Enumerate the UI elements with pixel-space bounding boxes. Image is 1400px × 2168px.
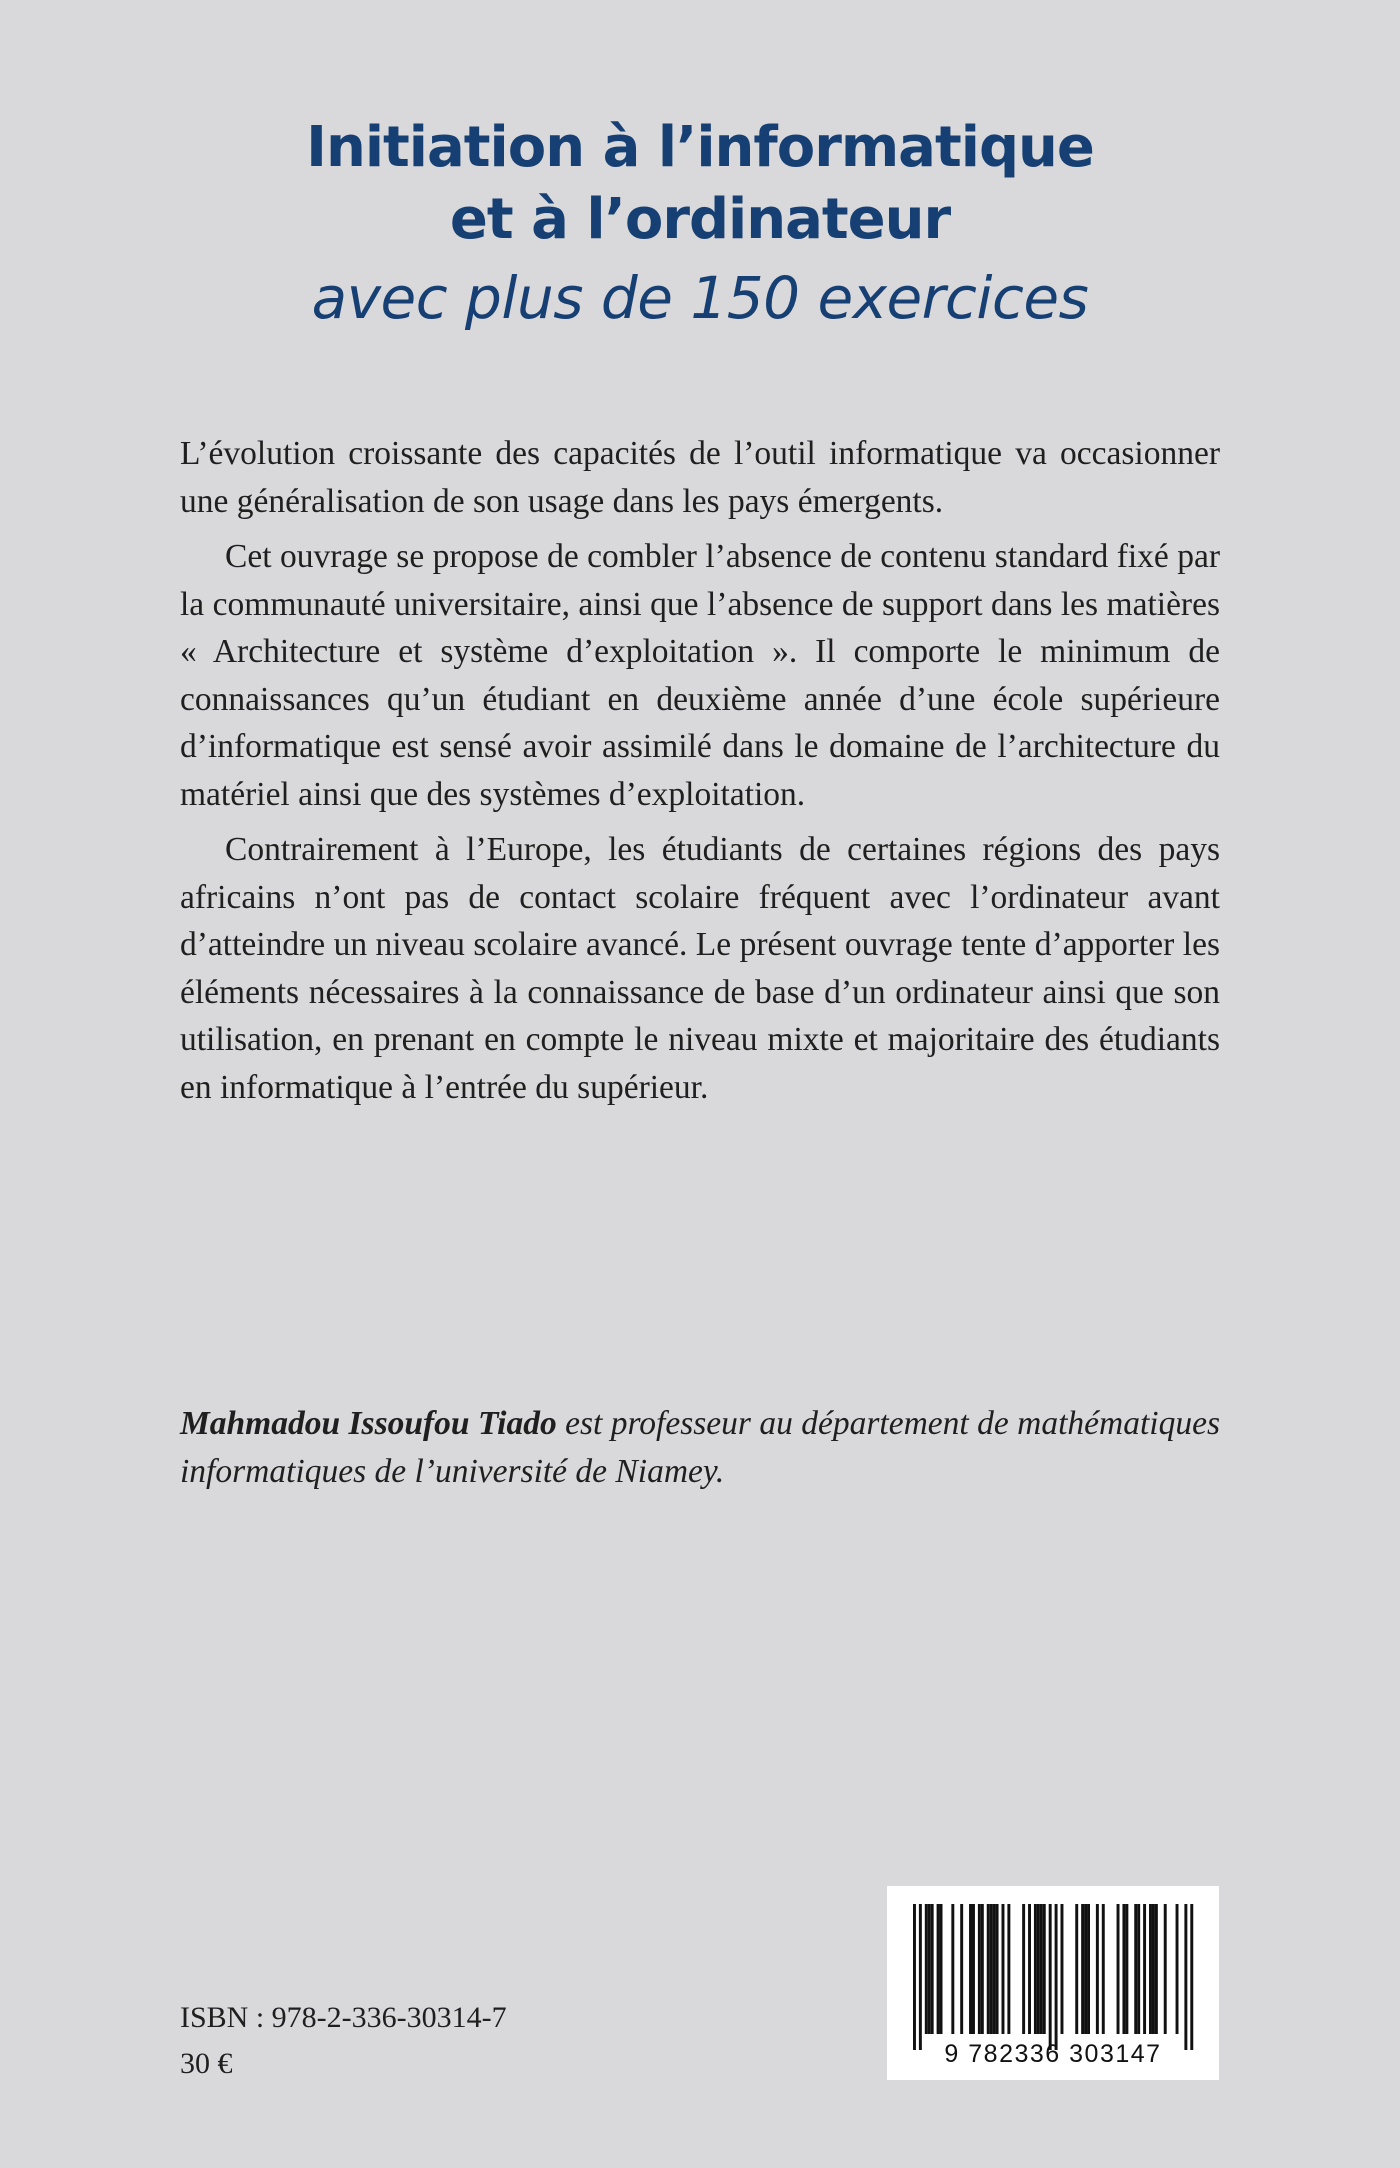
barcode-bar (1096, 1904, 1099, 2034)
barcode-bar (1102, 1904, 1105, 2034)
barcode-bar (1081, 1904, 1084, 2034)
barcode-bar (1155, 1904, 1158, 2034)
price: 30 € (180, 2047, 233, 2080)
barcode-bar (1137, 1904, 1140, 2034)
barcode-bar (1034, 1904, 1037, 2034)
barcode-bar (1049, 1904, 1052, 2050)
barcode-bar (1040, 1904, 1043, 2034)
barcode-bar (1184, 1904, 1187, 2050)
barcode-bar (978, 1904, 981, 2034)
barcode-bar (972, 1904, 975, 2034)
barcode-bar (1061, 1904, 1064, 2034)
barcode-bar (925, 1904, 928, 2034)
barcode-bar (1007, 1904, 1010, 2034)
title-block (180, 112, 1220, 338)
barcode (887, 1886, 1219, 2080)
author-note (180, 1400, 1220, 1495)
barcode-bar (1055, 1904, 1058, 2050)
description-paragraph-3: Contrairement à l’Europe, les étudiants de certaines régions des pays africains n’ont pas de contact scolaire fréquent avec l’ordinateur avant d’atteindre un niveau scolaire avancé. Le présent ouvrage tente d’apporter les éléments nécessaires à la connaissance de base d’un ordinateur ainsi que son utilisation, en prenant en compte le niveau mixte et majoritaire des étudiants en informatique à l’entrée du supérieur. (180, 831, 1220, 1106)
barcode-bar (1117, 1904, 1120, 2034)
description-paragraph-2: Cet ouvrage se propose de combler l’absence de contenu standard fixé par la communauté universitaire, ainsi que l’absence de support dans les matières « Architecture et système d’exploitation ». Il comporte le minimum de connaissances qu’un étudiant en deuxième année d’une école supérieure d’informatique est sensé avoir assimilé dans le domaine de l’architecture du matériel ainsi que des systèmes d’exploitation. (180, 538, 1220, 813)
barcode-bar (940, 1904, 943, 2034)
barcode-bar (996, 1904, 999, 2034)
barcode-bar (981, 1904, 984, 2034)
barcode-bar (1125, 1904, 1128, 2034)
barcode-bar (1002, 1904, 1005, 2034)
title-line-1: Initiation à l’informatique (306, 115, 1094, 180)
barcode-bar (1152, 1904, 1155, 2034)
description-paragraph-1: L’évolution croissante des capacités de l’outil informatique va occasionner une généralisation de son usage dans les pays émergents. (180, 435, 1220, 520)
barcode-bar (1022, 1904, 1025, 2034)
isbn-block (180, 1995, 507, 2087)
barcode-bar (1028, 1904, 1031, 2034)
barcode-bar (1176, 1904, 1179, 2034)
barcode-bar (931, 1904, 934, 2034)
barcode-bar (1164, 1904, 1167, 2034)
barcode-bar (960, 1904, 963, 2034)
isbn-number: ISBN : 978-2-336-30314-7 (180, 2001, 507, 2034)
barcode-bar (1084, 1904, 1087, 2034)
barcode-bar (1149, 1904, 1152, 2034)
barcode-bar (1143, 1904, 1146, 2034)
barcode-bar (919, 1904, 922, 2050)
description (180, 430, 1220, 1119)
barcode-bar (928, 1904, 931, 2034)
barcode-bar (1134, 1904, 1137, 2034)
author-name: Mahmadou Issoufou Tiado (180, 1405, 557, 1442)
barcode-bar (951, 1904, 954, 2034)
author-bio: est professeur au département de mathématiques informatiques de l’université de Niamey. (180, 1405, 1220, 1490)
barcode-bar (1043, 1904, 1046, 2034)
barcode-bar (1075, 1904, 1078, 2034)
barcode-bars (913, 1904, 1193, 2050)
barcode-bar (1122, 1904, 1125, 2034)
barcode-digits: 9 782336 303147 (944, 2040, 1162, 2068)
title-line-2: et à l’ordinateur (449, 187, 951, 252)
barcode-bar (1190, 1904, 1193, 2050)
barcode-bar (987, 1904, 990, 2034)
barcode-bar (937, 1904, 940, 2034)
barcode-bar (1037, 1904, 1040, 2034)
barcode-bar (990, 1904, 993, 2034)
subtitle: avec plus de 150 exercices (311, 264, 1089, 332)
barcode-bar (993, 1904, 996, 2034)
barcode-graphic (887, 1886, 1219, 2080)
barcode-bar (913, 1904, 916, 2050)
barcode-bar (969, 1904, 972, 2034)
barcode-bar (1087, 1904, 1090, 2034)
